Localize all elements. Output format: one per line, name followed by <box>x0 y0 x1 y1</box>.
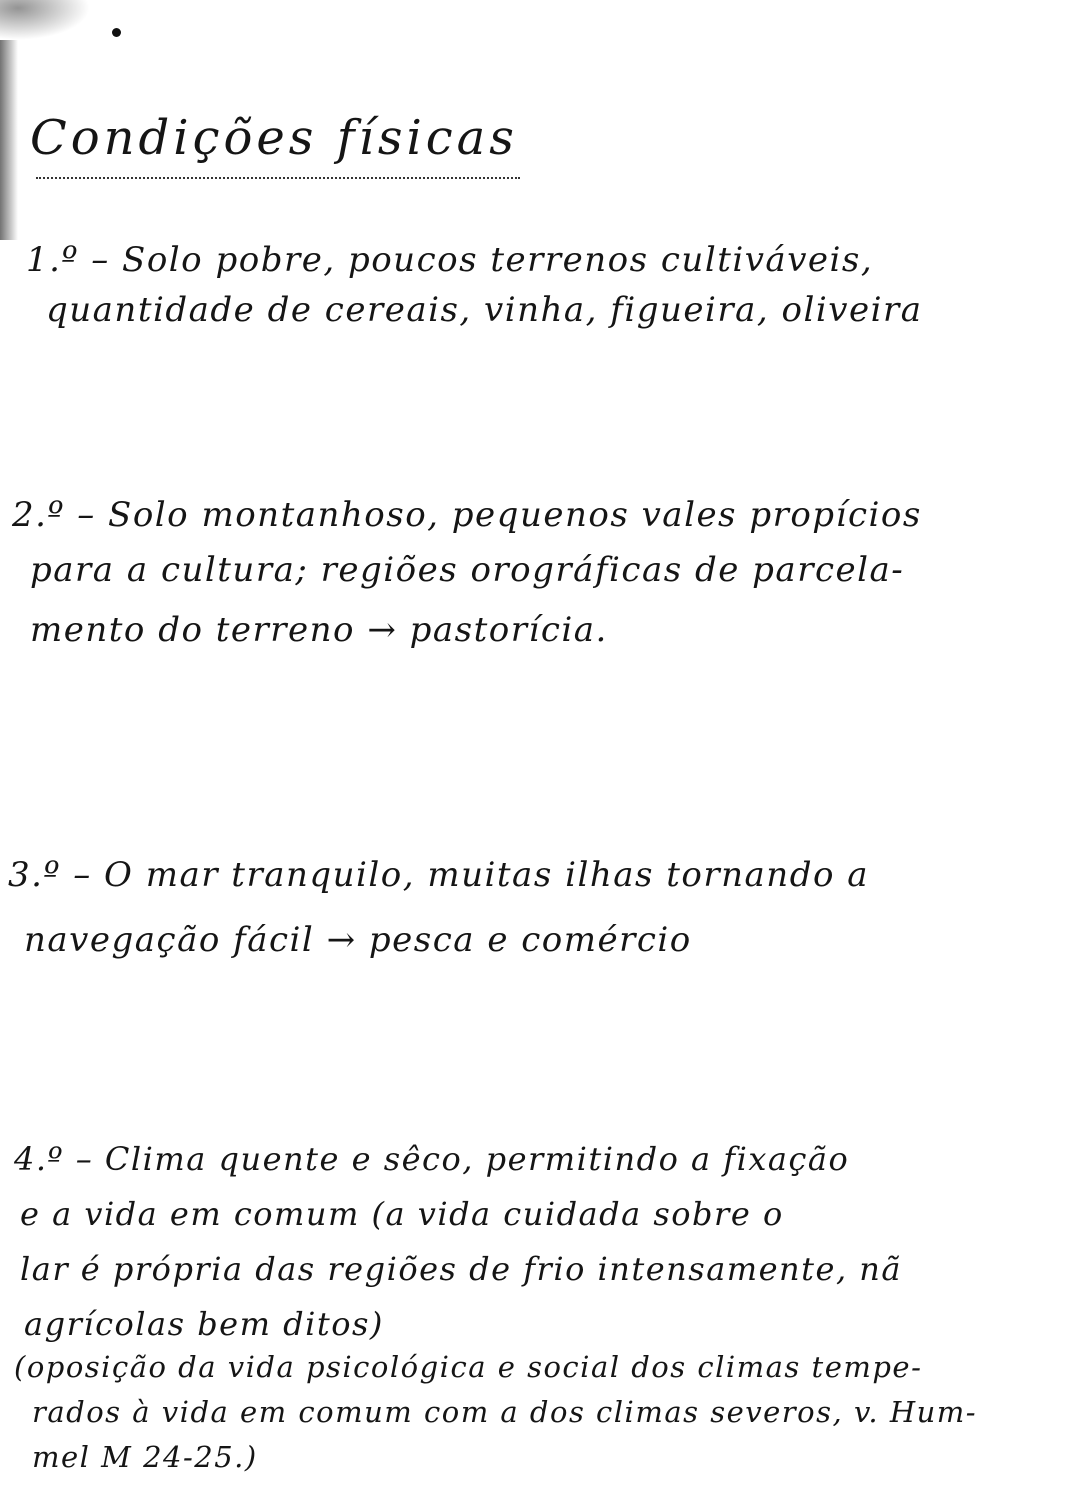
item-1-line-2: quantidade de cereais, vinha, figueira, oliveira <box>46 290 923 330</box>
item-3-line-1: 3.º – O mar tranquilo, muitas ilhas tornando a <box>8 855 870 895</box>
item-4-note-line-1: (oposição da vida psicológica e social dos climas tempe- <box>14 1350 923 1384</box>
item-1-line-1: 1.º – Solo pobre, poucos terrenos cultiváveis, <box>26 240 874 280</box>
ink-dot <box>112 28 121 37</box>
item-4-line-1: 4.º – Clima quente e sêco, permitindo a fixação <box>14 1140 850 1178</box>
item-2-line-3: mento do terreno → pastorícia. <box>30 610 608 650</box>
item-4-line-4: agrícolas bem ditos) <box>24 1305 384 1343</box>
scan-edge-shadow <box>0 40 18 240</box>
item-2-line-1: 2.º – Solo montanhoso, pequenos vales propícios <box>12 495 922 535</box>
item-4-note-line-3: mel M 24-25.) <box>32 1440 258 1474</box>
page-title: Condições físicas <box>30 110 518 166</box>
item-3-line-2: navegação fácil → pesca e comércio <box>24 920 692 960</box>
item-2-line-2: para a cultura; regiões orográficas de parcela- <box>30 550 905 590</box>
item-4-line-3: lar é própria das regiões de frio intensamente, nã <box>20 1250 902 1288</box>
item-4-line-2: e a vida em comum (a vida cuidada sobre o <box>20 1195 784 1233</box>
title-underline <box>36 177 520 179</box>
scan-smudge <box>0 0 90 40</box>
item-4-note-line-2: rados à vida em comum com a dos climas severos, v. Hum- <box>32 1395 978 1429</box>
